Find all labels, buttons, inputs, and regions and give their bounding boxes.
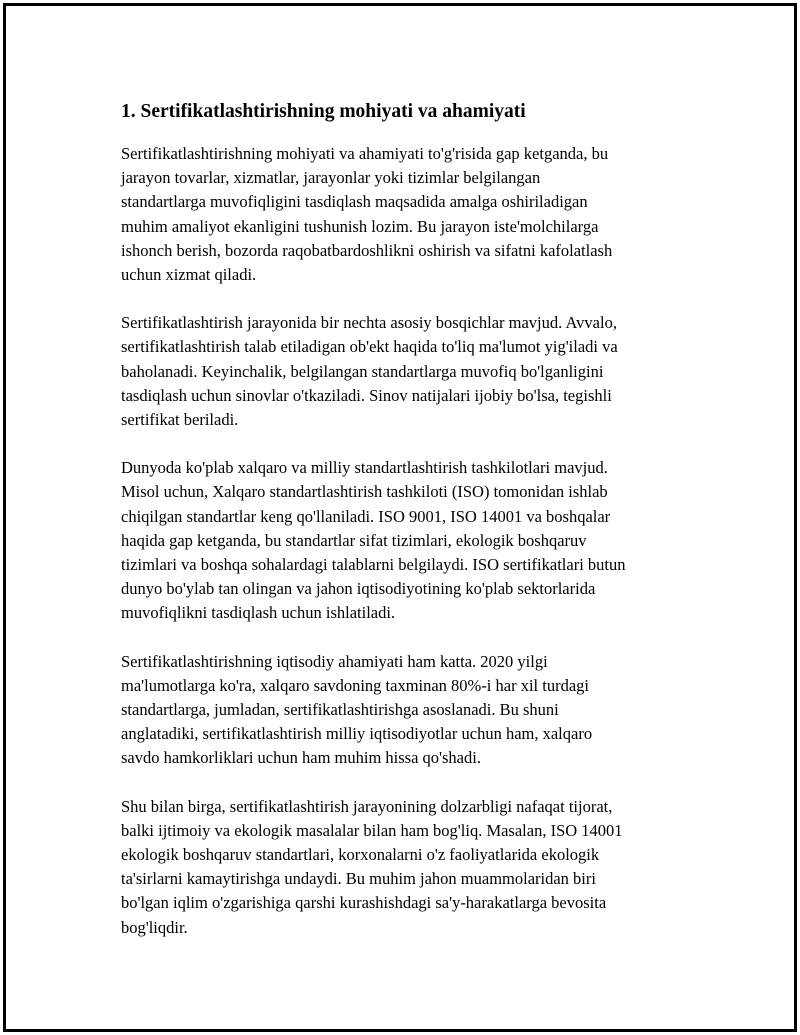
paragraph xyxy=(121,456,701,625)
paragraph-line: Sertifikatlashtirishning mohiyati va ahamiyati to'g'risida gap ketganda, bu xyxy=(121,144,609,163)
paragraph-line: muhim amaliyot ekanligini tushunish lozim. Bu jarayon iste'molchilarga xyxy=(121,216,599,236)
paragraph-line: anglatadiki, sertifikatlashtirish milliy iqtisodiyotlar uchun ham, xalqaro xyxy=(121,724,593,744)
document-title: 1. Sertifikatlashtirishning mohiyati va ahamiyati xyxy=(121,101,526,122)
paragraph-line: bog'liqdir. xyxy=(121,917,188,937)
paragraph-line: tizimlari va boshqa sohalardagi talablarni belgilaydi. ISO sertifikatlari butun xyxy=(121,555,626,575)
paragraph-line: chiqilgan standartlar keng qo'llaniladi. ISO 9001, ISO 14001 va boshqalar xyxy=(121,506,611,526)
paragraph-line: muvofiqlikni tasdiqlash uchun ishlatiladi. xyxy=(121,603,396,623)
paragraph-line: balki ijtimoiy va ekologik masalalar bilan ham bog'liq. Masalan, ISO 14001 xyxy=(121,820,623,840)
page-frame xyxy=(3,3,797,1032)
paragraph-line: standartlarga muvofiqligini tasdiqlash maqsadida amalga oshiriladigan xyxy=(121,192,588,212)
paragraph-line: Misol uchun, Xalqaro standartlashtirish tashkiloti (ISO) tomonidan ishlab xyxy=(121,482,608,502)
paragraph-line: uchun xizmat qiladi. xyxy=(121,265,257,285)
paragraph-line: ekologik boshqaruv standartlari, korxonalarni o'z faoliyatlarida ekologik xyxy=(121,845,600,865)
paragraph-line: Sertifikatlashtirishning iqtisodiy ahamiyati ham katta. 2020 yilgi xyxy=(121,651,548,671)
paragraph xyxy=(121,311,701,432)
paragraph-line: bo'lgan iqlim o'zgarishiga qarshi kurashishdagi sa'y-harakatlarga bevosita xyxy=(121,893,607,913)
paragraph-line: dunyo bo'ylab tan olingan va jahon iqtisodiyotining ko'plab sektorlarida xyxy=(121,579,596,599)
paragraph-line: Dunyoda ko'plab xalqaro va milliy standartlashtirish tashkilotlari mavjud. xyxy=(121,458,608,478)
paragraph-line: standartlarga, jumladan, sertifikatlashtirishga asoslanadi. Bu shuni xyxy=(121,700,559,720)
paragraph-line: jarayon tovarlar, xizmatlar, jarayonlar yoki tizimlar belgilangan xyxy=(121,168,541,188)
paragraph xyxy=(121,142,701,287)
paragraph-line: sertifikatlashtirish talab etiladigan ob'ekt haqida to'liq ma'lumot yig'iladi va xyxy=(121,337,618,357)
paragraph-line: baholanadi. Keyinchalik, belgilangan standartlarga muvofiq bo'lganligini xyxy=(121,361,604,381)
paragraph-line: ishonch berish, bozorda raqobatbardoshlikni oshirish va sifatni kafolatlash xyxy=(121,240,613,260)
paragraph-line: haqida gap ketganda, bu standartlar sifat tizimlari, ekologik boshqaruv xyxy=(121,530,587,550)
paragraph-line: Shu bilan birga, sertifikatlashtirish jarayonining dolzarbligi nafaqat tijorat, xyxy=(121,796,613,816)
paragraph xyxy=(121,795,701,940)
paragraph-line: ta'sirlarni kamaytirishga undaydi. Bu muhim jahon muammolaridan biri xyxy=(121,869,596,889)
paragraph-line: savdo hamkorliklari uchun ham muhim hissa qo'shadi. xyxy=(121,748,481,768)
paragraphs-container xyxy=(121,142,701,940)
paragraph-line: Sertifikatlashtirish jarayonida bir nechta asosiy bosqichlar mavjud. Avvalo, xyxy=(121,313,617,333)
document-body xyxy=(121,98,701,964)
paragraph xyxy=(121,650,701,771)
paragraph-line: tasdiqlash uchun sinovlar o'tkaziladi. Sinov natijalari ijobiy bo'lsa, tegishli xyxy=(121,385,612,405)
paragraph-line: sertifikat beriladi. xyxy=(121,410,239,430)
paragraph-line: ma'lumotlarga ko'ra, xalqaro savdoning taxminan 80%-i har xil turdagi xyxy=(121,675,589,695)
